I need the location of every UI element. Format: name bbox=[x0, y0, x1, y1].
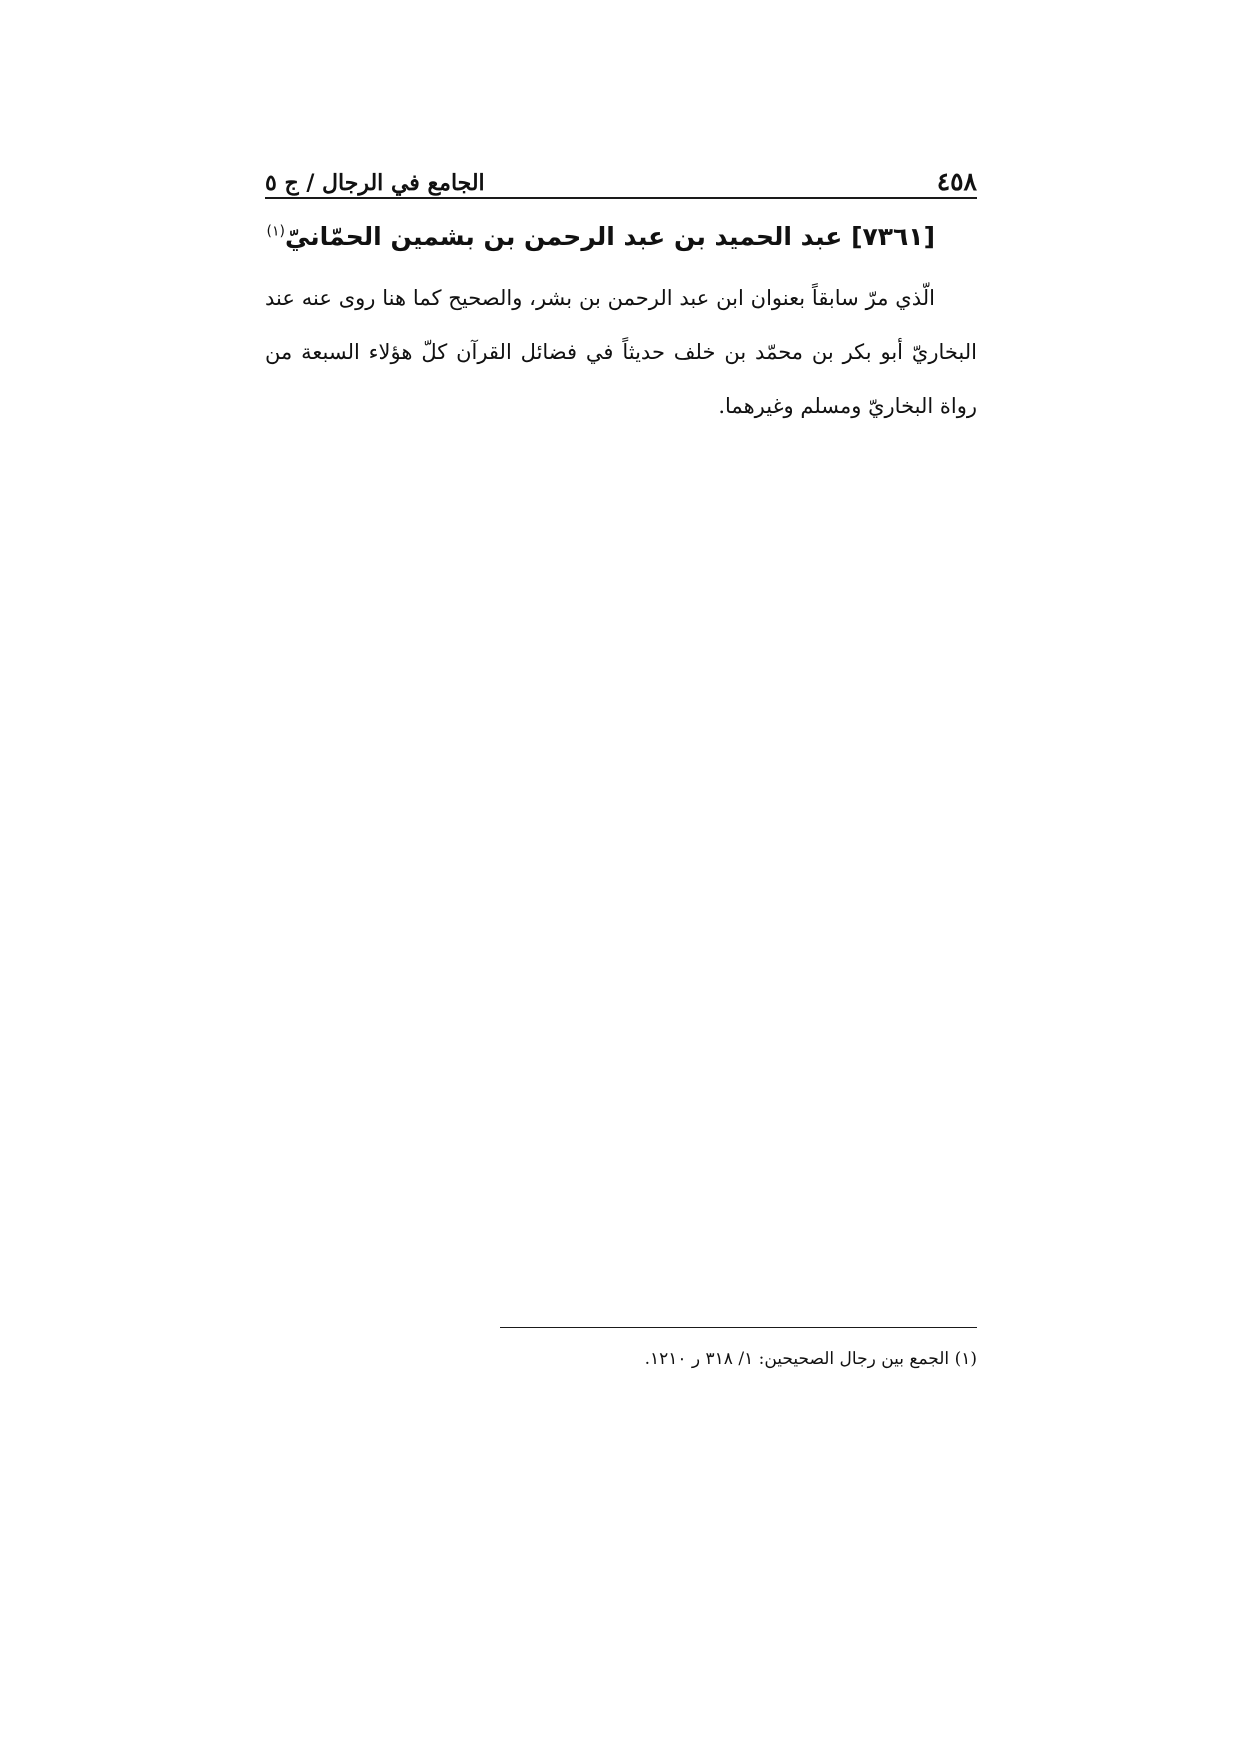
biography-entry bbox=[265, 215, 977, 433]
entry-heading bbox=[265, 215, 977, 259]
page-number: ٤٥٨ bbox=[936, 167, 977, 196]
entry-number: [٧٣٦١] bbox=[851, 222, 935, 251]
running-header bbox=[265, 152, 977, 196]
footnote-item bbox=[500, 1340, 977, 1378]
footnote-text: الجمع بين رجال الصحيحين: ١/ ٣١٨ ر ١٢١٠. bbox=[644, 1349, 950, 1369]
footnote-marker: (١) bbox=[954, 1349, 977, 1369]
entry-body: الّذي مرّ سابقاً بعنوان ابن عبد الرحمن بن بشر، والصحيح كما هنا روى عنه عند البخاريّ أبو بكر بن محمّد بن خلف حديثاً في فضائل القرآن كلّ هؤلاء السبعة من رواة البخاريّ ومسلم وغيرهما. bbox=[265, 286, 977, 418]
footnote-reference[interactable]: (١) bbox=[266, 223, 285, 240]
book-title: الجامع في الرجال / ج ٥ bbox=[265, 170, 485, 196]
header-divider bbox=[265, 197, 977, 199]
footnote-divider bbox=[500, 1327, 977, 1328]
entry-name: عبد الحميد بن عبد الرحمن بن بشمين الحمّانيّ bbox=[284, 222, 843, 251]
